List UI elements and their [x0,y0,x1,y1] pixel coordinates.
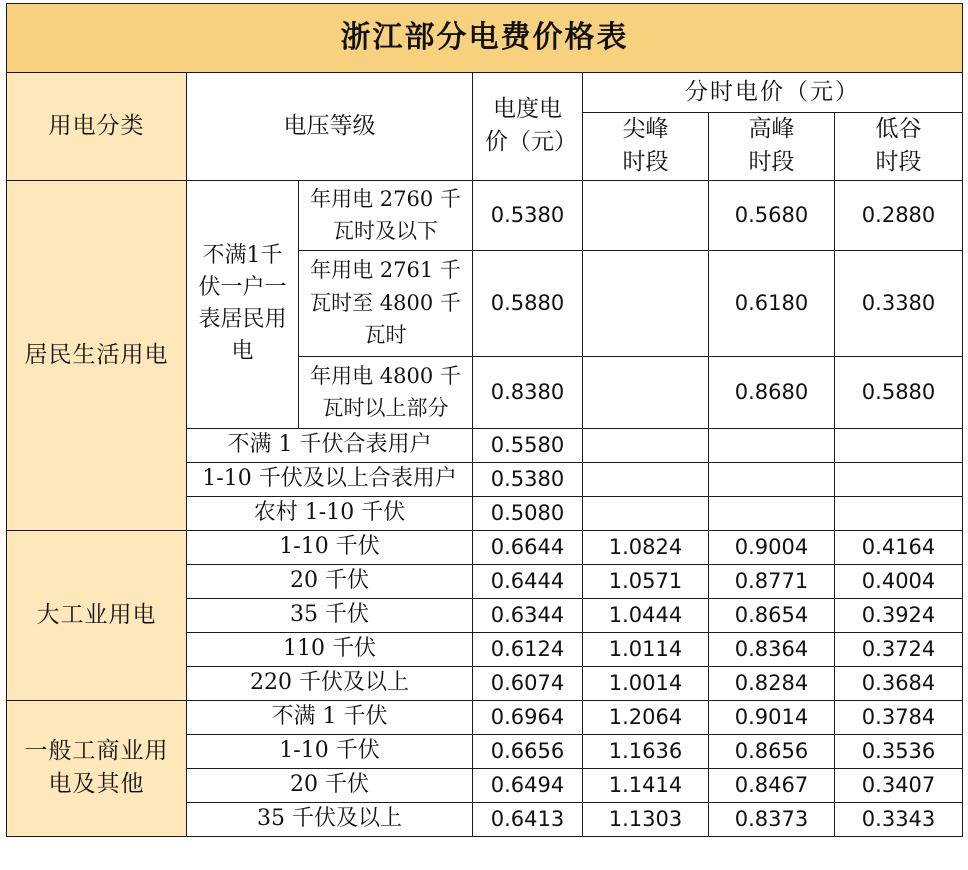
sharp-peak-price: 1.1303 [583,802,709,836]
energy-price: 0.5380 [473,462,583,496]
voltage-label: 20 千伏 [187,564,473,598]
sharp-peak-price: 1.1636 [583,734,709,768]
valley-price [835,496,963,530]
energy-price: 0.6656 [473,734,583,768]
high-peak-price: 0.8373 [709,802,835,836]
valley-price: 0.3407 [835,768,963,802]
header-tou-price: 分时电价（元） [583,73,963,113]
sharp-peak-price [583,356,709,428]
price-table-container [6,3,962,837]
energy-price: 0.6074 [473,666,583,700]
valley-price: 0.5880 [835,356,963,428]
valley-price [835,462,963,496]
high-peak-price: 0.8284 [709,666,835,700]
energy-price: 0.6644 [473,530,583,564]
valley-price [835,428,963,462]
table-row [7,180,963,250]
header-voltage: 电压等级 [187,73,473,181]
header-sharp-peak: 尖峰时段 [583,113,709,181]
sharp-peak-price [583,428,709,462]
valley-price: 0.2880 [835,180,963,250]
high-peak-price: 0.8364 [709,632,835,666]
high-peak-price: 0.8467 [709,768,835,802]
category-industrial: 大工业用电 [7,530,187,700]
energy-price: 0.8380 [473,356,583,428]
table-title: 浙江部分电费价格表 [7,4,963,73]
sharp-peak-price: 1.0444 [583,598,709,632]
sharp-peak-price [583,250,709,356]
valley-price: 0.3684 [835,666,963,700]
energy-price: 0.6444 [473,564,583,598]
sharp-peak-price: 1.2064 [583,700,709,734]
high-peak-price [709,428,835,462]
high-peak-price: 0.8680 [709,356,835,428]
valley-price: 0.3724 [835,632,963,666]
voltage-label: 35 千伏 [187,598,473,632]
table-row [7,700,963,734]
tier-label: 年用电 2760 千瓦时及以下 [299,180,473,250]
header-high-peak: 高峰时段 [709,113,835,181]
header-category: 用电分类 [7,73,187,181]
sharp-peak-price [583,462,709,496]
energy-price: 0.6413 [473,802,583,836]
high-peak-price [709,496,835,530]
valley-price: 0.4164 [835,530,963,564]
sharp-peak-price: 1.0824 [583,530,709,564]
voltage-label: 不满 1 千伏 [187,700,473,734]
sharp-peak-price [583,496,709,530]
voltage-label: 1-10 千伏及以上合表用户 [187,462,473,496]
valley-price: 0.3924 [835,598,963,632]
energy-price: 0.5380 [473,180,583,250]
sharp-peak-price: 1.0014 [583,666,709,700]
energy-price: 0.5880 [473,250,583,356]
energy-price: 0.6344 [473,598,583,632]
sharp-peak-price: 1.0114 [583,632,709,666]
sharp-peak-price: 1.1414 [583,768,709,802]
tier-label: 年用电 4800 千瓦时以上部分 [299,356,473,428]
table-row [7,530,963,564]
category-residential: 居民生活用电 [7,180,187,530]
valley-price: 0.4004 [835,564,963,598]
valley-price: 0.3343 [835,802,963,836]
voltage-label: 220 千伏及以上 [187,666,473,700]
sharp-peak-price: 1.0571 [583,564,709,598]
valley-price: 0.3536 [835,734,963,768]
energy-price: 0.6494 [473,768,583,802]
high-peak-price [709,462,835,496]
voltage-label: 110 千伏 [187,632,473,666]
high-peak-price: 0.5680 [709,180,835,250]
category-commercial: 一般工商业用电及其他 [7,700,187,836]
high-peak-price: 0.8656 [709,734,835,768]
high-peak-price: 0.8771 [709,564,835,598]
voltage-label: 农村 1-10 千伏 [187,496,473,530]
sharp-peak-price [583,180,709,250]
high-peak-price: 0.9014 [709,700,835,734]
energy-price: 0.6964 [473,700,583,734]
voltage-label: 35 千伏及以上 [187,802,473,836]
energy-price: 0.5080 [473,496,583,530]
high-peak-price: 0.9004 [709,530,835,564]
voltage-label: 不满 1 千伏合表用户 [187,428,473,462]
header-valley: 低谷时段 [835,113,963,181]
valley-price: 0.3380 [835,250,963,356]
high-peak-price: 0.6180 [709,250,835,356]
voltage-label: 20 千伏 [187,768,473,802]
high-peak-price: 0.8654 [709,598,835,632]
electricity-price-table [6,3,963,837]
energy-price: 0.5580 [473,428,583,462]
header-energy-price: 电度电价（元） [473,73,583,181]
tier-label: 年用电 2761 千瓦时至 4800 千瓦时 [299,250,473,356]
voltage-label: 1-10 千伏 [187,734,473,768]
energy-price: 0.6124 [473,632,583,666]
valley-price: 0.3784 [835,700,963,734]
voltage-label: 1-10 千伏 [187,530,473,564]
residential-group-label: 不满1千伏一户一表居民用电 [187,180,299,428]
